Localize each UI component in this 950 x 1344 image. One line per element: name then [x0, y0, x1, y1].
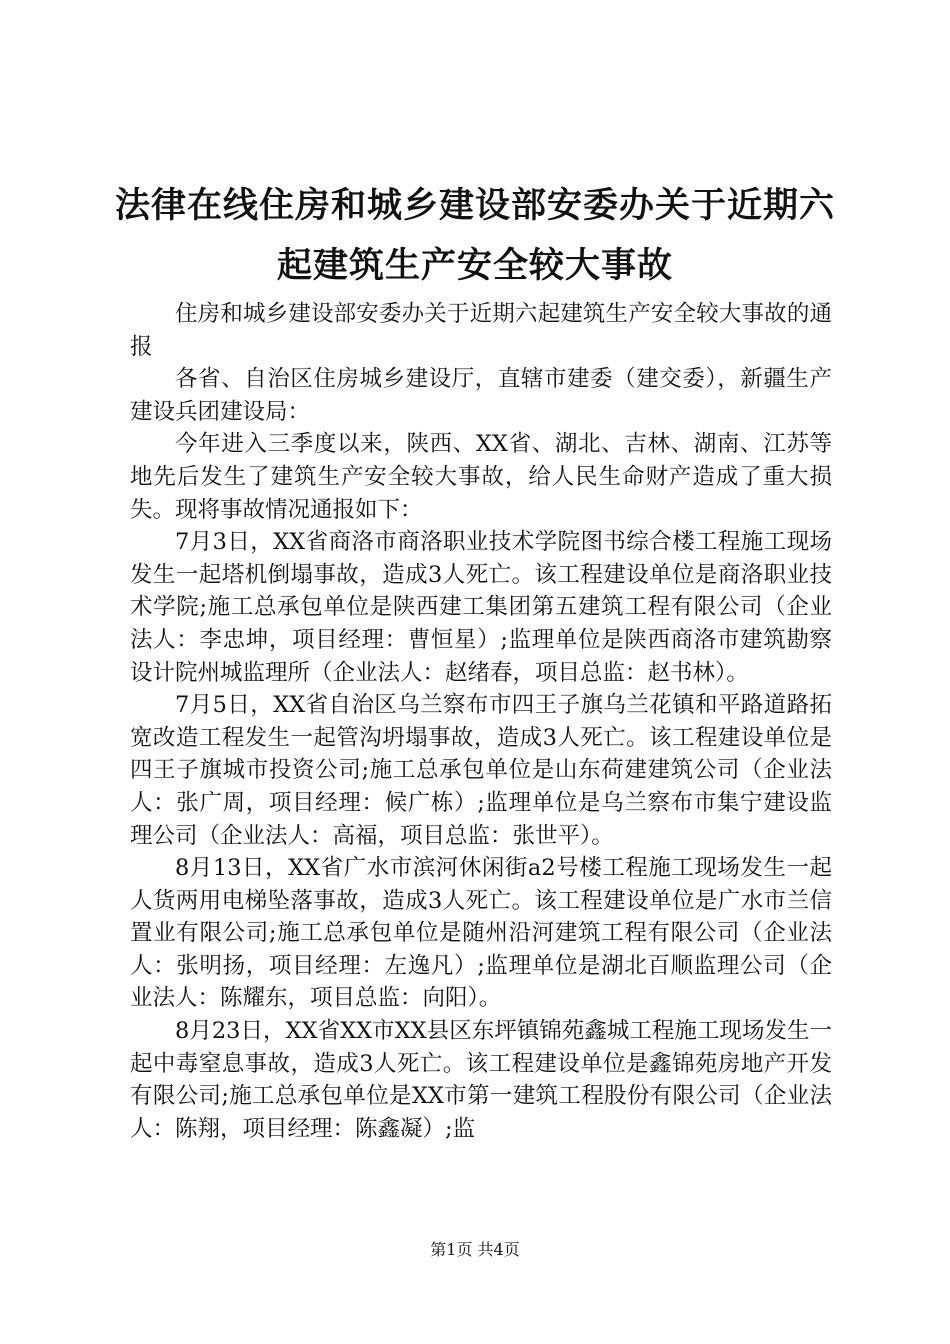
paragraph-incident-jul-3: 7月3日，XX省商洛市商洛职业技术学院图书综合楼工程施工现场发生一起塔机倒塌事故，造成3人死亡。该工程建设单位是商洛职业技术学院;施工总承包单位是陕西建工集团第五建筑工程有限公司（企业法人：李忠坤，项目经理：曹恒星）;监理单位是陕西商洛市建筑勘察设计院州城监理所（企业法人：赵绪春，项目总监：赵书林）。 — [130, 529, 832, 686]
paragraph-intro: 今年进入三季度以来，陕西、XX省、湖北、吉林、湖南、江苏等地先后发生了建筑生产安全较大事故，给人民生命财产造成了重大损失。现将事故情况通报如下： — [130, 431, 832, 523]
paragraph-incident-aug-13: 8月13日，XX省广水市滨河休闲街a2号楼工程施工现场发生一起人货两用电梯坠落事故，造成3人死亡。该工程建设单位是广水市兰信置业有限公司;施工总承包单位是随州沿河建筑工程有限公司（企业法人：张明扬，项目经理：左逸凡）;监理单位是湖北百顺监理公司（企业法人：陈耀东，项目总监：向阳）。 — [130, 855, 832, 1012]
paragraph-recipients: 各省、自治区住房城乡建设厅，直辖市建委（建交委），新疆生产建设兵团建设局： — [130, 366, 832, 425]
document-body — [130, 298, 832, 1145]
paragraph-notice-heading: 住房和城乡建设部安委办关于近期六起建筑生产安全较大事故的通报 — [130, 301, 832, 360]
paragraph-incident-jul-5: 7月5日，XX省自治区乌兰察布市四王子旗乌兰花镇和平路道路拓宽改造工程发生一起管沟坍塌事故，造成3人死亡。该工程建设单位是四王子旗城市投资公司;施工总承包单位是山东荷建建筑公司（企业法人：张广周，项目经理：候广栋）;监理单位是乌兰察布市集宁建设监理公司（企业法人：高福，项目总监：张世平）。 — [130, 692, 832, 849]
paragraph-incident-aug-23: 8月23日，XX省XX市XX县区东坪镇锦苑鑫城工程施工现场发生一起中毒窒息事故，造成3人死亡。该工程建设单位是鑫锦苑房地产开发有限公司;施工总承包单位是XX市第一建筑工程股份有限公司（企业法人：陈翔，项目经理：陈鑫凝）;监 — [130, 1018, 832, 1142]
document-title: 法律在线住房和城乡建设部安委办关于近期六起建筑生产安全较大事故 — [114, 186, 835, 286]
page-footer: 第1页 共4页 — [430, 1240, 520, 1259]
